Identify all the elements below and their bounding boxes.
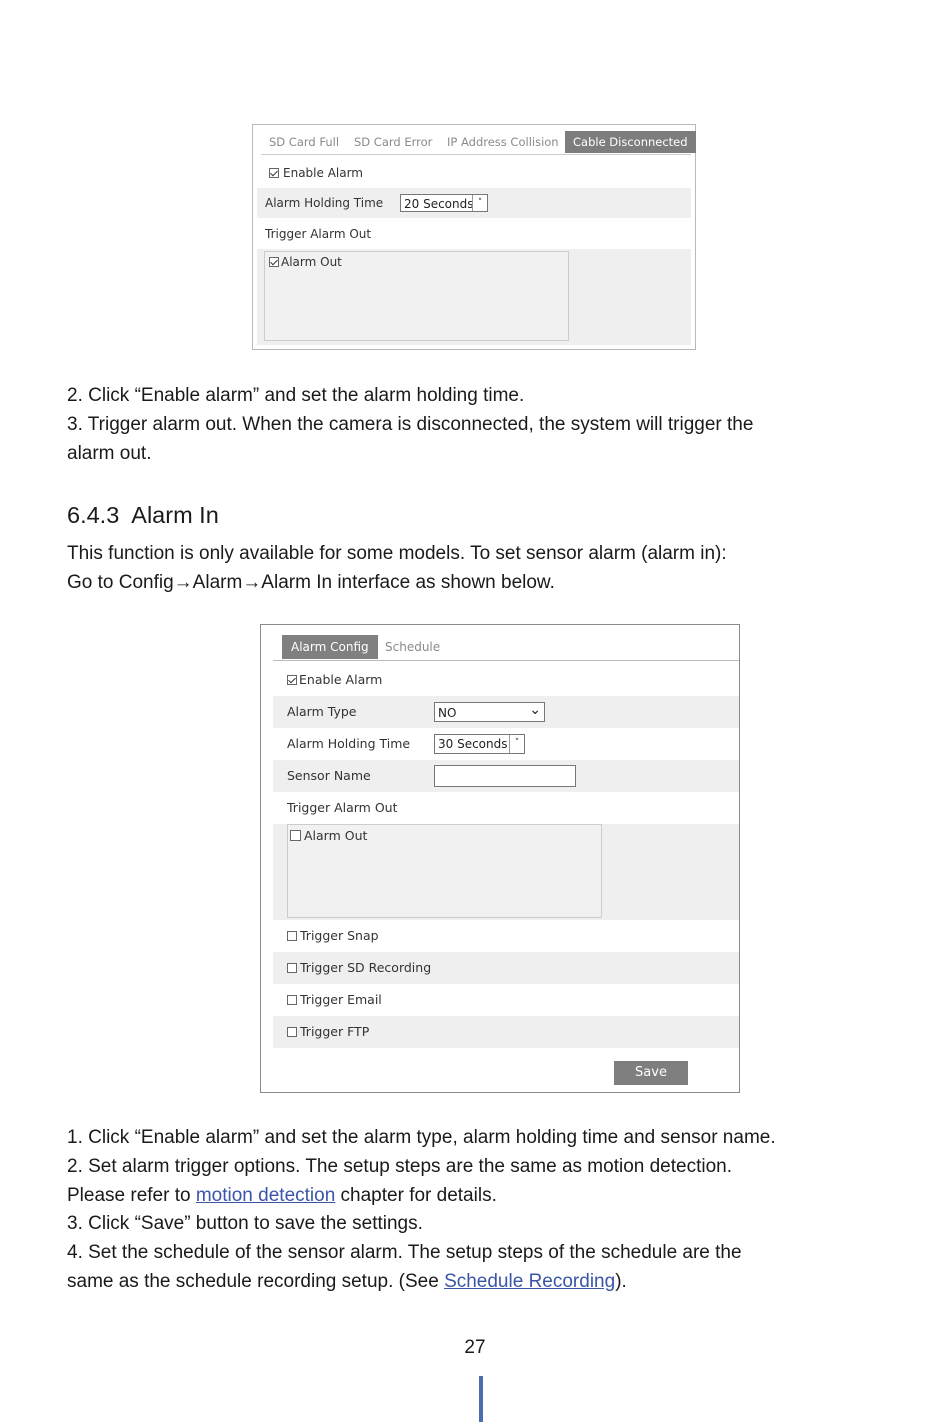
trigger-email-row	[273, 984, 739, 1016]
instruction-step-3: 3. Trigger alarm out. When the camera is disconnected, the system will trigger the	[67, 414, 754, 435]
enable-alarm-label: Enable Alarm	[283, 166, 363, 180]
alarm-holding-time-select[interactable]	[400, 194, 488, 212]
refer-text: Please refer to	[67, 1185, 196, 1206]
cable-disconnected-settings-screenshot	[252, 124, 696, 350]
trigger-email-checkbox[interactable]	[287, 995, 297, 1005]
trigger-ftp-row	[273, 1016, 739, 1048]
trigger-snap-row	[273, 920, 739, 952]
see-text: same as the schedule recording setup. (See	[67, 1271, 445, 1292]
alarm-out-checkbox[interactable]	[269, 257, 279, 267]
trigger-sd-recording-row	[273, 952, 739, 984]
nav-config: Go to Config	[67, 572, 174, 593]
section-intro: This function is only available for some models. To set sensor alarm (alarm in):	[67, 543, 727, 564]
alarm-out-label: Alarm Out	[304, 828, 368, 843]
tab-cable-disconnected[interactable]: Cable Disconnected	[565, 131, 696, 153]
alarm-holding-time-value: 30 Seconds	[438, 737, 508, 751]
save-button[interactable]: Save	[614, 1061, 688, 1085]
arrow-right-icon: →	[242, 572, 262, 593]
instruction-step-2: 2. Set alarm trigger options. The setup steps are the same as motion detection.	[67, 1156, 733, 1177]
instruction-step-3-cont: alarm out.	[67, 443, 152, 464]
alarm-holding-time-select[interactable]	[434, 734, 525, 754]
trigger-ftp-checkbox[interactable]	[287, 1027, 297, 1037]
alarm-in-settings-screenshot	[260, 624, 740, 1093]
alarm-holding-time-value: 20 Seconds	[404, 197, 474, 211]
trigger-alarm-out-label: Trigger Alarm Out	[265, 227, 372, 241]
alarm-holding-time-label: Alarm Holding Time	[287, 736, 411, 751]
nav-alarm-in: Alarm In interface as shown below.	[261, 572, 555, 593]
alarm-holding-time-label: Alarm Holding Time	[265, 196, 384, 210]
page-number: 27	[464, 1337, 486, 1358]
alarm-out-checkbox[interactable]	[290, 830, 301, 841]
sensor-name-input[interactable]	[434, 765, 576, 787]
footer-bar	[479, 1376, 483, 1422]
enable-alarm-row	[257, 158, 691, 188]
instruction-step-4-cont	[67, 1268, 627, 1297]
instruction-step-4: 4. Set the schedule of the sensor alarm. The setup steps of the schedule are the	[67, 1242, 742, 1263]
alarm-out-label: Alarm Out	[281, 255, 342, 269]
instruction-step-3: 3. Click “Save” button to save the settings.	[67, 1213, 423, 1234]
section-number: 6.4.3	[67, 502, 120, 528]
see-text-end: ).	[615, 1271, 627, 1292]
trigger-snap-checkbox[interactable]	[287, 931, 297, 941]
chevron-down-icon: ˅	[509, 735, 524, 753]
alarm-out-list	[287, 824, 602, 918]
chevron-down-icon: ˅	[472, 195, 487, 211]
schedule-recording-link[interactable]: Schedule Recording	[444, 1271, 616, 1292]
trigger-snap-label: Trigger Snap	[300, 928, 379, 943]
section-heading	[67, 502, 219, 529]
sensor-name-label: Sensor Name	[287, 768, 371, 783]
trigger-sd-recording-label: Trigger SD Recording	[300, 960, 432, 975]
tab-sd-card-full[interactable]: SD Card Full	[269, 135, 340, 149]
tab-sd-card-error[interactable]: SD Card Error	[354, 135, 433, 149]
section-navigation	[67, 569, 555, 598]
alarm-type-select[interactable]	[434, 702, 545, 722]
trigger-alarm-out-row	[273, 792, 739, 824]
tab-schedule[interactable]: Schedule	[385, 640, 441, 654]
instruction-step-2-cont	[67, 1182, 497, 1211]
alarm-out-list	[264, 251, 569, 341]
tab-alarm-config[interactable]: Alarm Config	[282, 635, 378, 659]
trigger-ftp-label: Trigger FTP	[300, 1024, 370, 1039]
alarm-in-tab-bar	[273, 635, 739, 661]
trigger-email-label: Trigger Email	[300, 992, 382, 1007]
instruction-step-1: 1. Click “Enable alarm” and set the alarm type, alarm holding time and sensor name.	[67, 1127, 776, 1148]
enable-alarm-checkbox[interactable]	[269, 168, 279, 178]
arrow-right-icon: →	[173, 572, 193, 593]
tab-ip-address-collision[interactable]: IP Address Collision	[447, 135, 559, 149]
instruction-step-2: 2. Click “Enable alarm” and set the alarm holding time.	[67, 385, 525, 406]
enable-alarm-row	[273, 664, 739, 696]
trigger-sd-recording-checkbox[interactable]	[287, 963, 297, 973]
alarm-type-label: Alarm Type	[287, 704, 357, 719]
motion-detection-link[interactable]: motion detection	[195, 1185, 336, 1206]
trigger-alarm-out-row	[257, 219, 691, 249]
alarm-type-value: NO	[438, 706, 457, 720]
nav-alarm: Alarm	[192, 572, 243, 593]
alarm-tab-bar	[261, 131, 691, 155]
refer-text-end: chapter for details.	[335, 1185, 497, 1206]
section-title: Alarm In	[131, 502, 219, 528]
chevron-down-icon: ⌄	[529, 702, 541, 718]
trigger-alarm-out-label: Trigger Alarm Out	[287, 800, 398, 815]
enable-alarm-checkbox[interactable]	[287, 675, 297, 685]
enable-alarm-label: Enable Alarm	[299, 672, 383, 687]
